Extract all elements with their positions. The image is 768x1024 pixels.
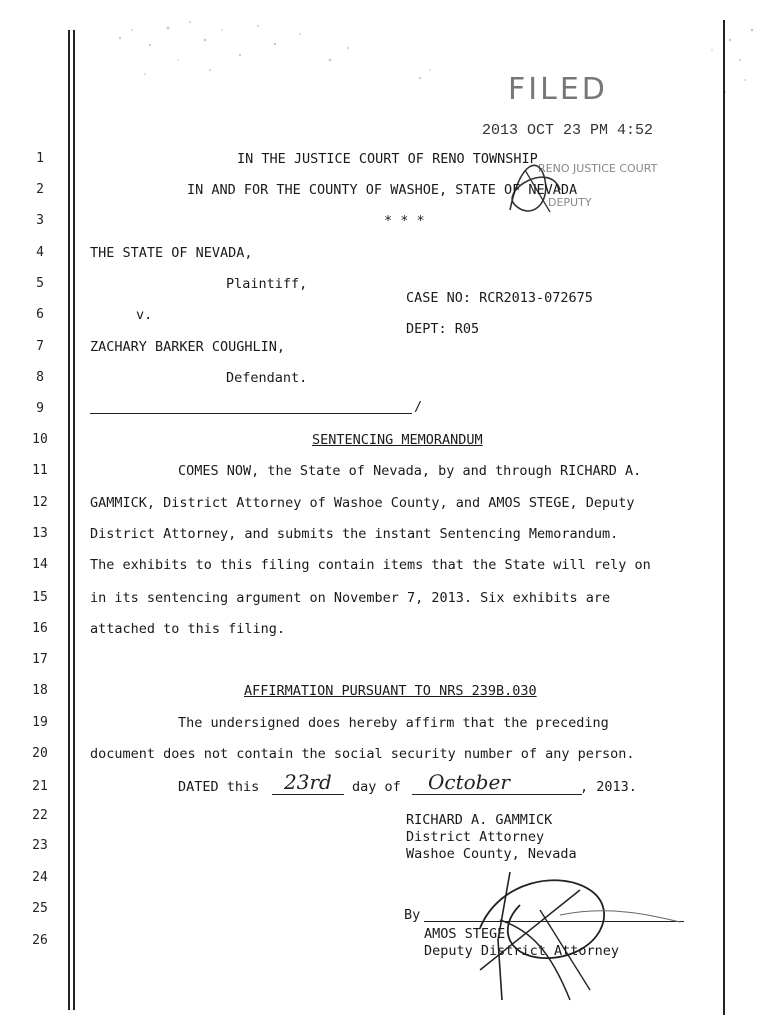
line-number: 25 (32, 901, 48, 916)
line-number: 1 (36, 151, 44, 166)
line-number: 2 (36, 182, 44, 197)
right-margin-rule (723, 20, 725, 1015)
da-title: District Attorney (406, 829, 545, 845)
dated-month-handwritten: October (428, 770, 510, 794)
line-number: 16 (32, 621, 48, 636)
da-office: Washoe County, Nevada (406, 846, 577, 862)
line-number: 23 (32, 838, 48, 853)
signer-title: Deputy District Attorney (424, 943, 620, 959)
line-number: 22 (32, 808, 48, 823)
line-number: 7 (36, 339, 44, 354)
court-stamp-line-2: DEPUTY (548, 196, 592, 209)
dated-middle: day of (352, 779, 401, 795)
line-number: 20 (32, 746, 48, 761)
affirmation-line-2: document does not contain the social security number of any person. (90, 746, 635, 762)
filed-stamp: FILED (508, 72, 608, 107)
handwritten-signature (440, 860, 690, 1010)
line-number: 26 (32, 933, 48, 948)
county-line: IN AND FOR THE COUNTY OF WASHOE, STATE OF NEVADA (187, 182, 578, 198)
dated-month-blank (412, 794, 582, 795)
court-title: IN THE JUSTICE COURT OF RENO TOWNSHIP (237, 151, 538, 167)
line-number: 21 (32, 779, 48, 794)
body-line-2: GAMMICK, District Attorney of Washoe County, and AMOS STEGE, Deputy (90, 495, 635, 511)
versus: v. (136, 307, 153, 323)
da-name: RICHARD A. GAMMICK (406, 812, 553, 828)
line-number: 3 (36, 213, 44, 228)
caption-slash: / (414, 399, 423, 415)
line-number: 9 (36, 401, 44, 416)
line-number: 6 (36, 307, 44, 322)
line-number: 17 (32, 652, 48, 667)
department: DEPT: R05 (406, 321, 480, 337)
line-number: 10 (32, 432, 48, 447)
dated-suffix: , 2013. (580, 779, 637, 795)
dated-day-blank (272, 794, 344, 795)
line-number: 12 (32, 495, 48, 510)
affirmation-heading: AFFIRMATION PURSUANT TO NRS 239B.030 (244, 683, 537, 699)
by-label: By (404, 907, 421, 923)
filed-timestamp: 2013 OCT 23 PM 4:52 (482, 122, 654, 139)
caption-underline (90, 413, 412, 414)
scan-noise (0, 0, 768, 110)
left-margin-rule-outer (68, 30, 70, 1010)
defendant-role: Defendant. (226, 370, 308, 386)
line-number: 5 (36, 276, 44, 291)
affirmation-line-1: The undersigned does hereby affirm that the preceding (178, 715, 609, 731)
line-number: 24 (32, 870, 48, 885)
plaintiff-name: THE STATE OF NEVADA, (90, 245, 253, 261)
body-line-6: attached to this filing. (90, 621, 286, 637)
body-line-1: COMES NOW, the State of Nevada, by and through RICHARD A. (178, 463, 642, 479)
court-stamp-line-1: RENO JUSTICE COURT (538, 162, 658, 175)
plaintiff-role: Plaintiff, (226, 276, 308, 292)
document-title: SENTENCING MEMORANDUM (312, 432, 483, 448)
line-number: 14 (32, 557, 48, 572)
case-number: CASE NO: RCR2013-072675 (406, 290, 593, 306)
body-line-4: The exhibits to this filing contain items that the State will rely on (90, 557, 651, 573)
line-number: 4 (36, 245, 44, 260)
line-number: 15 (32, 590, 48, 605)
line-number: 11 (32, 463, 48, 478)
line-number: 13 (32, 526, 48, 541)
left-margin-rule-inner (73, 30, 75, 1010)
dated-day-handwritten: 23rd (284, 770, 332, 794)
signer-name: AMOS STEGE (424, 926, 506, 942)
line-number: 19 (32, 715, 48, 730)
line-number: 8 (36, 370, 44, 385)
header-stars: * * * (384, 213, 425, 229)
body-line-3: District Attorney, and submits the instant Sentencing Memorandum. (90, 526, 619, 542)
line-number: 18 (32, 683, 48, 698)
dated-prefix: DATED this (178, 779, 260, 795)
body-line-5: in its sentencing argument on November 7, 2013. Six exhibits are (90, 590, 611, 606)
defendant-name: ZACHARY BARKER COUGHLIN, (90, 339, 286, 355)
